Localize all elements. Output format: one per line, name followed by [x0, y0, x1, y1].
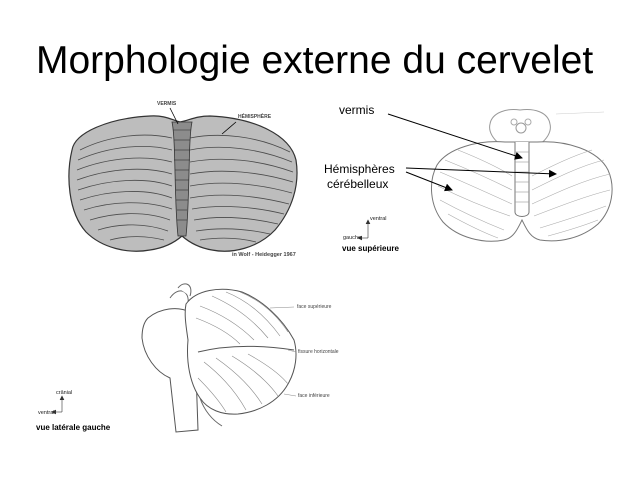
slide-title: Morphologie externe du cervelet [36, 39, 594, 82]
lateral-view-caption: vue latérale gauche [36, 423, 111, 432]
lateral-orient-ventral: ventral [38, 410, 55, 416]
lateral-orient-cranial: crânial [56, 390, 73, 396]
lateral-label-face-inferieure: face inférieure [298, 393, 330, 399]
superior-view-caption: vue supérieure [342, 244, 399, 253]
photo-label-hemisphere: HÉMISPHÈRE [238, 114, 272, 120]
photo-credit: in Wolf - Heidegger 1967 [232, 252, 296, 258]
superior-view-diagram [431, 110, 612, 242]
lateral-view-diagram [142, 284, 296, 432]
cerebellum-photo [69, 108, 297, 251]
superior-orient-gauche: gauche [343, 235, 362, 241]
annotation-hemispheres-line1: Hémisphères [324, 162, 395, 176]
superior-orient-ventral: ventral [370, 216, 387, 222]
photo-label-vermis: VERMIS [157, 101, 177, 107]
annotation-vermis: vermis [339, 103, 375, 117]
lateral-label-face-superieure: face supérieure [297, 304, 332, 310]
lateral-label-fissure-horizontale: fissure horizontale [298, 349, 339, 355]
annotation-hemispheres-line2: cérébelleux [327, 177, 389, 191]
